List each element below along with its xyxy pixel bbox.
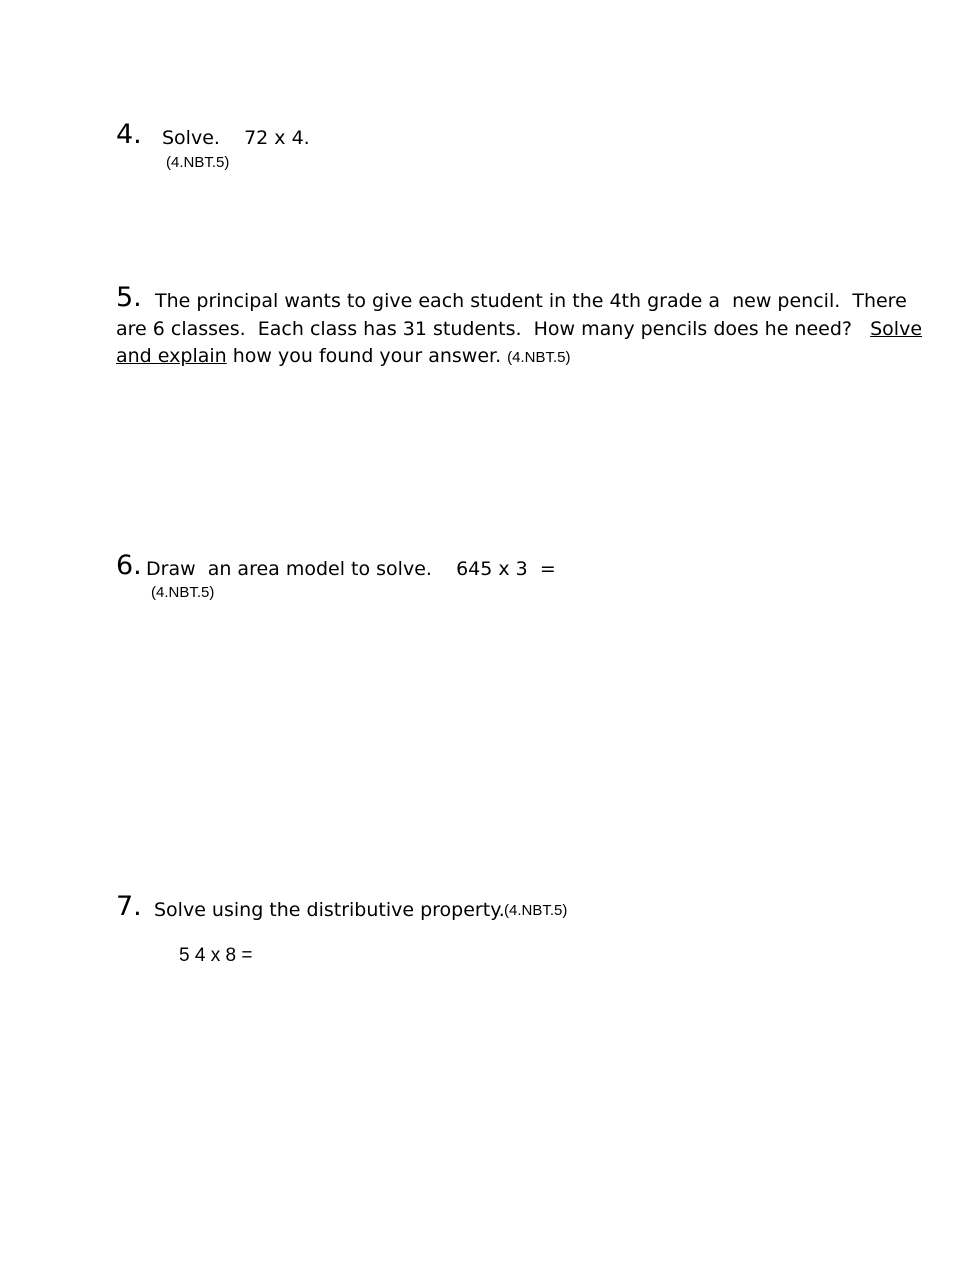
question-7-expression: 5 4 x 8 = <box>179 945 253 966</box>
question-5-line-3 <box>116 342 571 372</box>
question-5-number: 5. <box>116 282 142 313</box>
question-7-standard: (4.NBT.5) <box>504 902 568 919</box>
question-6-number: 6. <box>116 550 142 581</box>
question-5-line-1: The principal wants to give each student in the 4th grade a new pencil. There <box>155 290 907 312</box>
question-5-line-2 <box>116 315 922 343</box>
question-7-number: 7. <box>116 891 142 922</box>
question-5-line-2-text: are 6 classes. Each class has 31 students. How many pencils does he need? <box>116 318 871 340</box>
question-6-text: Draw an area model to solve. 645 x 3 = <box>146 558 556 580</box>
question-4-number: 4. <box>116 119 142 150</box>
question-5-standard: (4.NBT.5) <box>507 349 571 366</box>
question-7-text: Solve using the distributive property. <box>154 899 505 921</box>
question-5-explain-emphasis: and explain <box>116 345 227 367</box>
question-5-solve-emphasis: Solve <box>870 318 923 340</box>
question-5-line-3-text: how you found your answer. <box>226 345 502 367</box>
question-4-standard: (4.NBT.5) <box>166 154 230 171</box>
question-6-standard: (4.NBT.5) <box>151 584 215 601</box>
question-4-text: Solve. 72 x 4. <box>162 127 310 149</box>
